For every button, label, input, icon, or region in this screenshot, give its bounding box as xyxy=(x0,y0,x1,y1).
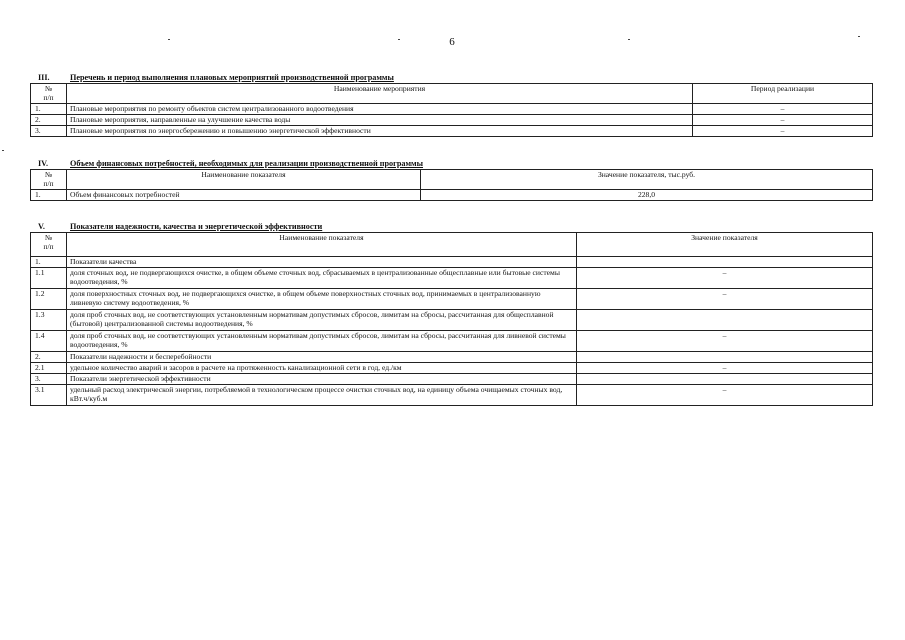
table-row xyxy=(31,385,873,406)
table-row xyxy=(31,103,873,114)
row-name: Плановые мероприятия по ремонту объектов систем централизованного водоотведения xyxy=(67,103,693,114)
table-row xyxy=(31,363,873,374)
table-row xyxy=(31,189,873,200)
scan-speck xyxy=(2,150,4,151)
table-row xyxy=(31,352,873,363)
row-name: Объем финансовых потребностей xyxy=(67,189,421,200)
row-number: 1. xyxy=(31,189,67,200)
section-5-number: V. xyxy=(38,222,45,231)
row-value: – xyxy=(577,268,873,289)
row-value xyxy=(577,310,873,331)
row-value: 228,0 xyxy=(421,189,873,200)
row-number: 1.2 xyxy=(31,289,67,310)
row-period: – xyxy=(693,125,873,136)
row-number: 2. xyxy=(31,114,67,125)
row-name: доля сточных вод, не подвергающихся очистке, в общем объеме сточных вод, сбрасываемых в централизованные общесплавные или бытовые системы водоотведения, % xyxy=(67,268,577,289)
section-4-table xyxy=(30,169,873,201)
scan-speck xyxy=(168,39,170,40)
row-name: Плановые мероприятия, направленные на улучшение качества воды xyxy=(67,114,693,125)
table-row xyxy=(31,331,873,352)
row-value xyxy=(577,374,873,385)
row-name: доля проб сточных вод, не соответствующих установленным нормативам допустимых сбросов, лимитам на сбросы, рассчитанная для общесплавной (бытовой) централизованной системы водоотведения, % xyxy=(67,310,577,331)
section-5-title-text: Показатели надежности, качества и энергетической эффективности xyxy=(70,222,323,231)
row-period: – xyxy=(693,103,873,114)
table-row xyxy=(31,289,873,310)
header-value: Значение показателя xyxy=(577,233,873,257)
page-number: 6 xyxy=(449,36,455,48)
table-header-row xyxy=(31,84,873,104)
scan-speck xyxy=(628,39,630,40)
row-number: 3. xyxy=(31,374,67,385)
row-number: 2.1 xyxy=(31,363,67,374)
row-name: Плановые мероприятия по энергосбережению и повышению энергетической эффективности xyxy=(67,125,693,136)
section-3-title xyxy=(38,73,394,82)
scan-speck xyxy=(858,36,860,37)
row-value: – xyxy=(577,363,873,374)
table-row xyxy=(31,268,873,289)
row-number: 1.3 xyxy=(31,310,67,331)
section-3-table xyxy=(30,83,873,137)
row-value: – xyxy=(577,331,873,352)
scan-speck xyxy=(398,39,400,40)
table-row xyxy=(31,310,873,331)
row-number: 1.1 xyxy=(31,268,67,289)
table-header-row xyxy=(31,170,873,190)
row-value xyxy=(577,257,873,268)
header-no: № п/п xyxy=(31,233,67,257)
table-header-row xyxy=(31,233,873,257)
row-value xyxy=(577,352,873,363)
row-name: Показатели энергетической эффективности xyxy=(67,374,577,385)
row-name: Показатели качества xyxy=(67,257,577,268)
row-number: 3. xyxy=(31,125,67,136)
section-4-number: IV. xyxy=(38,159,49,168)
header-name: Наименование показателя xyxy=(67,233,577,257)
row-name: удельное количество аварий и засоров в расчете на протяженность канализационной сети в год, ед./км xyxy=(67,363,577,374)
row-name: доля поверхностных сточных вод, не подвергающихся очистке, в общем объеме поверхностных сточных вод, принимаемых в централизованную ливневую систему водоотведения, % xyxy=(67,289,577,310)
row-number: 1. xyxy=(31,257,67,268)
header-name: Наименование показателя xyxy=(67,170,421,190)
row-period: – xyxy=(693,114,873,125)
header-no: № п/п xyxy=(31,170,67,190)
header-value: Значение показателя, тыс.руб. xyxy=(421,170,873,190)
table-row xyxy=(31,125,873,136)
section-4-title xyxy=(38,159,423,168)
section-3-title-text: Перечень и период выполнения плановых мероприятий производственной программы xyxy=(70,73,394,82)
header-period: Период реализации xyxy=(693,84,873,104)
row-value: – xyxy=(577,385,873,406)
row-number: 2. xyxy=(31,352,67,363)
table-row xyxy=(31,114,873,125)
row-number: 1. xyxy=(31,103,67,114)
section-5-table xyxy=(30,232,873,406)
header-name: Наименование мероприятия xyxy=(67,84,693,104)
section-4-title-text: Объем финансовых потребностей, необходимых для реализации производственной программы xyxy=(70,159,424,168)
row-value: – xyxy=(577,289,873,310)
table-row xyxy=(31,374,873,385)
section-5-title xyxy=(38,222,322,231)
table-row xyxy=(31,257,873,268)
section-3-number: III. xyxy=(38,73,50,82)
row-number: 1.4 xyxy=(31,331,67,352)
row-name: удельный расход электрической энергии, потребляемой в технологическом процессе очистки сточных вод, на единицу объема очищаемых сточных вод, кВт.ч/куб.м xyxy=(67,385,577,406)
row-name: Показатели надежности и бесперебойности xyxy=(67,352,577,363)
row-number: 3.1 xyxy=(31,385,67,406)
row-name: доля проб сточных вод, не соответствующих установленным нормативам допустимых сбросов, лимитам на сбросы, рассчитанная для ливневой системы водоотведения, % xyxy=(67,331,577,352)
header-no: № п/п xyxy=(31,84,67,104)
